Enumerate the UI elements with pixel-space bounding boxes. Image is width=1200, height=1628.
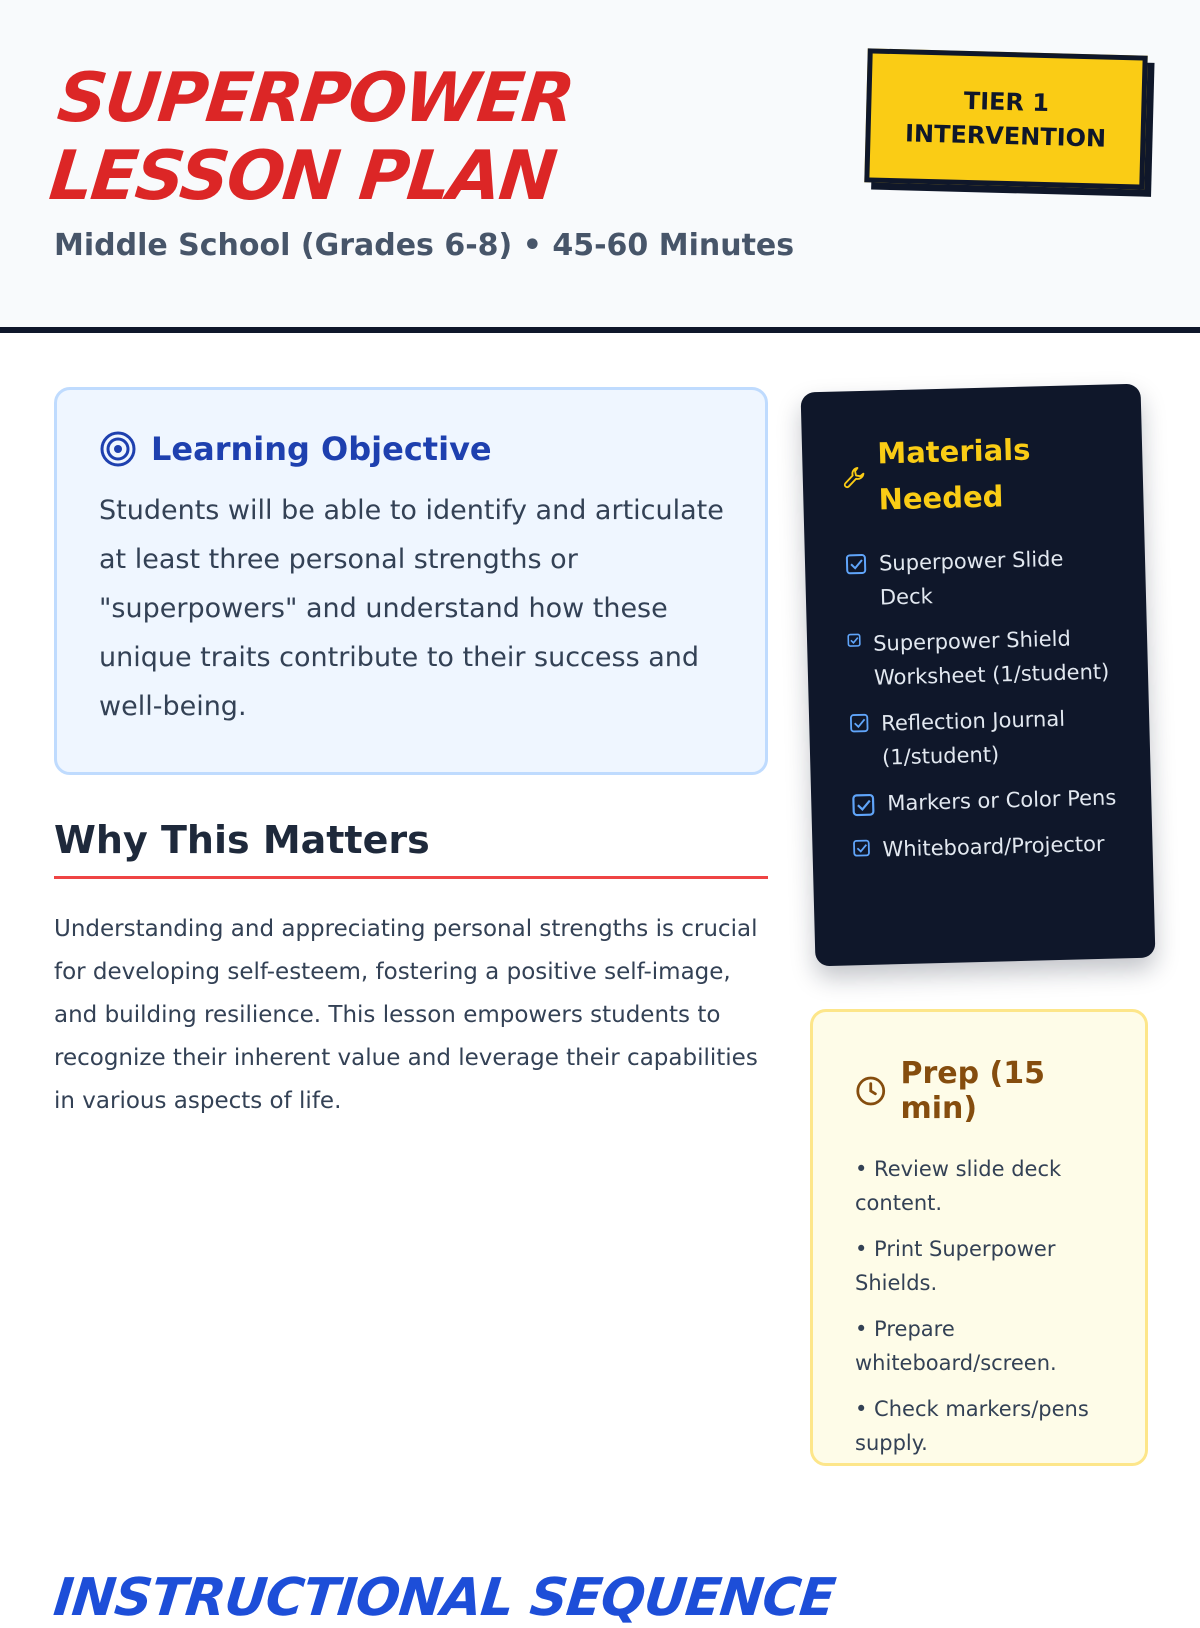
page-title [46,60,577,216]
title-line-1: SUPERPOWER [54,59,577,138]
list-item [849,700,1125,775]
checkbox-checked-icon [847,633,861,647]
material-label: Reflection Journal (1/student) [880,706,1066,770]
prep-list [855,1152,1115,1460]
material-label: Superpower Shield Worksheet (1/student) [872,626,1110,690]
why-text: Understanding and appreciating personal strengths is crucial for developing self-esteem, fostering a positive self-image, and building resilience. This lesson empowers students to recognize their inherent value and leverage their capabilities in various aspects of life. [54,916,758,1114]
checkbox-checked-icon [849,713,870,734]
list-item [852,826,1127,867]
learning-objective-card [54,387,768,775]
tier-badge [864,48,1147,189]
objective-heading: Learning Objective [151,430,492,468]
checkbox-checked-icon [845,553,868,576]
list-item: • Print Superpower Shields. [855,1237,1056,1295]
material-label: Whiteboard/Projector [882,831,1105,862]
target-icon [99,430,137,468]
materials-header [842,424,1118,523]
sequence-heading: INSTRUCTIONAL SEQUENCE [50,1568,838,1628]
list-item: • Check markers/pens supply. [855,1397,1089,1455]
material-label: Markers or Color Pens [887,785,1117,816]
materials-card [801,384,1156,967]
wrench-icon [842,463,866,492]
material-label: Superpower Slide Deck [878,546,1064,610]
list-item [845,540,1121,615]
list-item: • Prepare whiteboard/screen. [855,1317,1057,1375]
objective-header [99,430,725,468]
badge-line-1: TIER 1 [963,86,1050,118]
materials-heading: Materials Needed [876,432,1031,517]
list-item: • Review slide deck content. [855,1157,1062,1215]
list-item [847,620,1123,695]
title-line-2: LESSON PLAN [45,137,559,216]
badge-line-2: INTERVENTION [904,119,1107,153]
prep-heading: Prep (15 min) [900,1056,1046,1126]
materials-list [845,540,1127,867]
checkbox-checked-icon [852,839,870,857]
objective-text: Students will be able to identify and articulate at least three personal strengths or "superpowers" and understand how these unique traits contribute to their success and well-being. [99,495,724,722]
prep-header [855,1056,1115,1126]
page-subtitle: Middle School (Grades 6-8) • 45-60 Minutes [54,228,795,263]
checkbox-checked-icon [851,793,876,818]
list-item [851,780,1126,821]
why-heading: Why This Matters [54,818,768,879]
clock-icon [855,1074,887,1108]
page-header [0,0,1200,333]
prep-card [810,1009,1148,1466]
